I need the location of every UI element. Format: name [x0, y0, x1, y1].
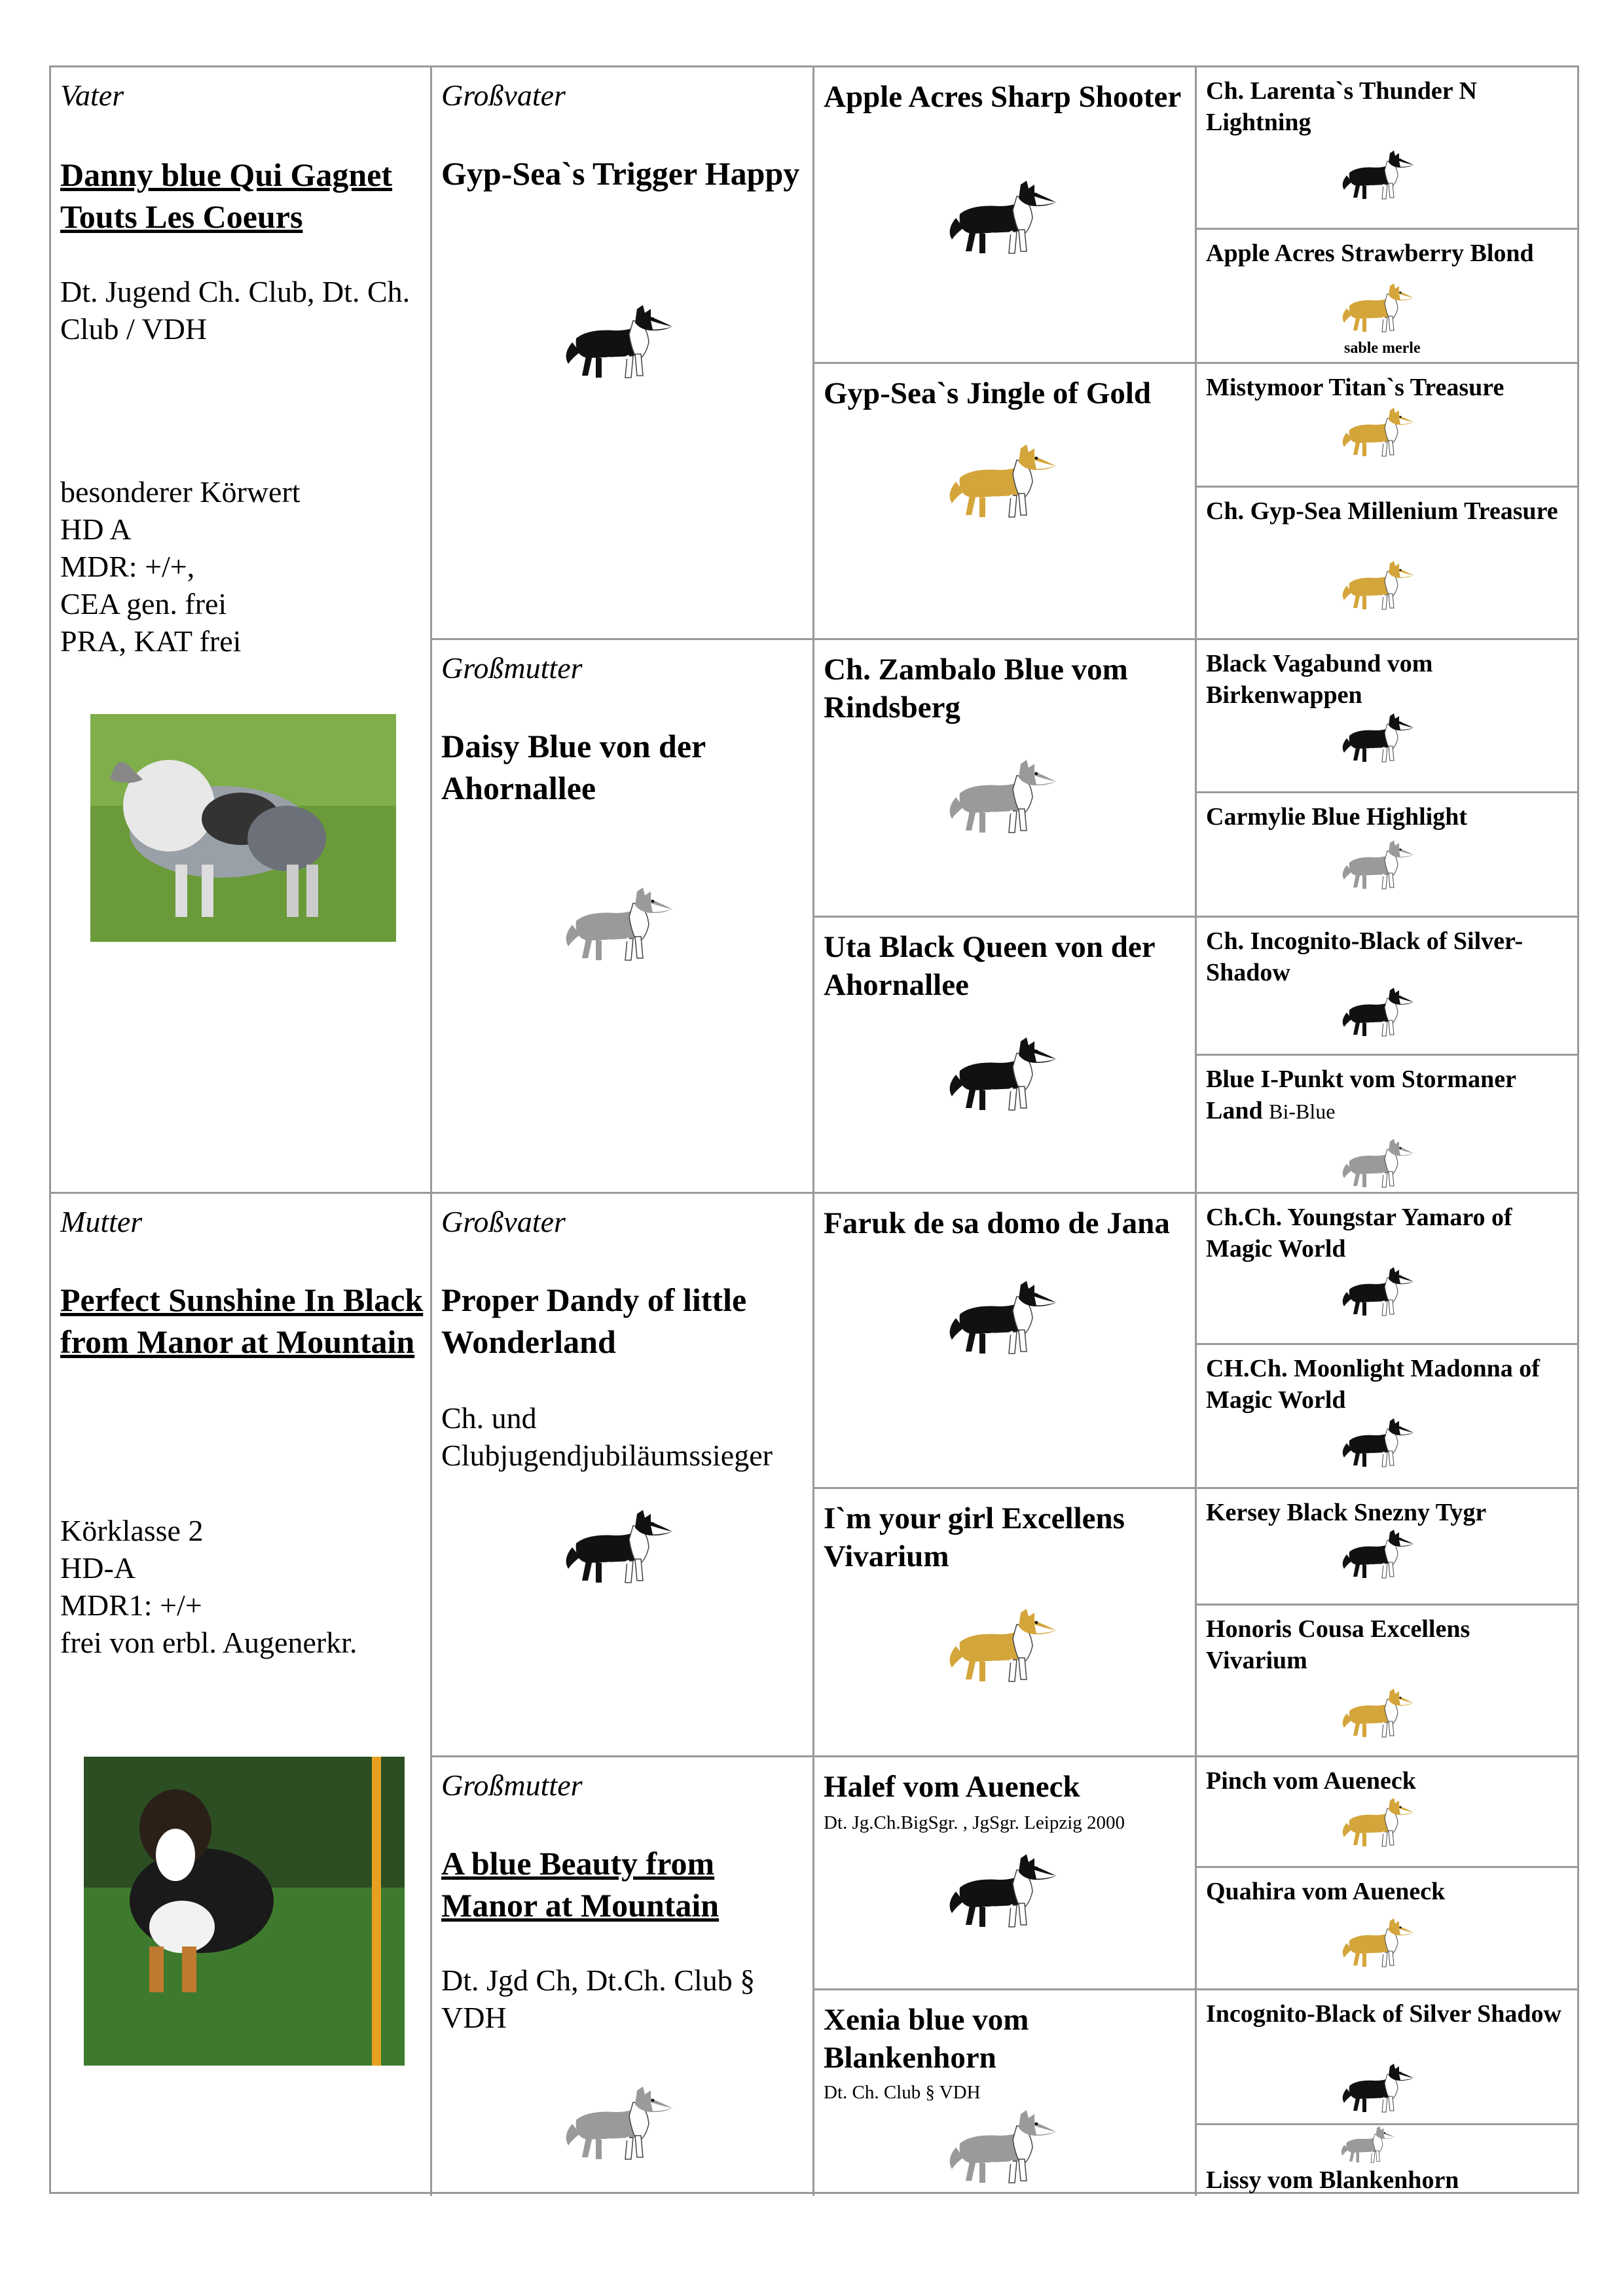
- sable-dog-icon: [1338, 1917, 1416, 1969]
- ggp-cell-10: [1197, 1345, 1579, 1489]
- grandsire2-title: Ch. und Clubjugendjubiläumssieger: [441, 1401, 773, 1472]
- sable-dog-icon: [942, 442, 1060, 521]
- ggp-name-8: Blue I-Punkt vom Stormaner Land Bi-Blue: [1206, 1066, 1516, 1124]
- gp-cell-2: [814, 364, 1197, 640]
- ggp-cell-14: [1197, 1868, 1579, 1990]
- grossvater-label: Großvater: [441, 1205, 566, 1238]
- ggp-name-9: Ch.Ch. Youngstar Yamaro of Magic World: [1206, 1204, 1512, 1263]
- granddam2-cell: [432, 1757, 814, 2196]
- gp-name-6: I`m your girl Excellens Vivarium: [824, 1501, 1125, 1573]
- gp-name-1: Apple Acres Sharp Shooter: [824, 80, 1182, 114]
- gp-cell-4: [814, 918, 1197, 1194]
- ggp-name-11: Kersey Black Snezny Tygr: [1206, 1499, 1487, 1526]
- tricolor-dog-icon: [558, 303, 676, 382]
- gp-name-3: Ch. Zambalo Blue vom Rindsberg: [824, 653, 1128, 725]
- blue-merle-dog-icon: [1338, 1138, 1416, 1190]
- gp-title-7: Dt. Jg.Ch.BigSgr. , JgSgr. Leipzig 2000: [824, 1812, 1125, 1833]
- blue-merle-dog-icon: [942, 758, 1060, 836]
- ggp-cell-6: [1197, 793, 1579, 918]
- sable-dog-icon: [1338, 406, 1416, 459]
- gp-cell-1: [814, 67, 1197, 364]
- gp-name-2: Gyp-Sea`s Jingle of Gold: [824, 376, 1152, 410]
- ggp-name-3: Mistymoor Titan`s Treasure: [1206, 374, 1504, 401]
- gp-name-5: Faruk de sa domo de Jana: [824, 1206, 1170, 1240]
- tricolor-dog-icon: [1338, 149, 1416, 202]
- bi-blue-tag: Bi-Blue: [1269, 1100, 1336, 1123]
- ggp-name-5: Black Vagabund vom Birkenwappen: [1206, 650, 1433, 709]
- grossmutter-label: Großmutter: [441, 651, 583, 685]
- ggp-cell-16: [1197, 2125, 1579, 2196]
- sire-photo: [90, 714, 396, 942]
- granddam-name: Daisy Blue von der Ahornallee: [441, 728, 706, 806]
- ggp-cell-7: [1197, 918, 1579, 1056]
- tricolor-dog-icon: [1338, 1528, 1416, 1581]
- granddam2-title: Dt. Jgd Ch, Dt.Ch. Club § VDH: [441, 1964, 756, 2034]
- tricolor-dog-icon: [942, 1852, 1060, 1931]
- grossmutter-label: Großmutter: [441, 1768, 583, 1802]
- sire-name: Danny blue Qui Gagnet Touts Les Coeurs: [60, 156, 393, 235]
- tricolor-dog-icon: [942, 1035, 1060, 1114]
- sable-dog-icon: [1338, 1687, 1416, 1740]
- ggp-name-16: Lissy vom Blankenhorn: [1206, 2166, 1459, 2194]
- ggp-name-13: Pinch vom Aueneck: [1206, 1767, 1416, 1795]
- tricolor-dog-icon: [1338, 712, 1416, 764]
- grossvater-label: Großvater: [441, 79, 566, 112]
- ggp-name-15: Incognito-Black of Silver Shadow: [1206, 2000, 1561, 2028]
- grandsire2-cell: [432, 1194, 814, 1757]
- ggp-name-10: CH.Ch. Moonlight Madonna of Magic World: [1206, 1355, 1540, 1414]
- ggp-cell-9: [1197, 1194, 1579, 1345]
- pedigree-table: [49, 65, 1579, 2194]
- tricolor-dog-icon: [1338, 1266, 1416, 1318]
- tricolor-dog-icon: [1338, 1417, 1416, 1469]
- sable-dog-icon: [1338, 282, 1416, 334]
- gp-name-8: Xenia blue vom Blankenhorn: [824, 2003, 1029, 2075]
- gp-title-8: Dt. Ch. Club § VDH: [824, 2082, 981, 2103]
- gp-name-7: Halef vom Aueneck: [824, 1770, 1080, 1804]
- gp-cell-6: [814, 1489, 1197, 1757]
- ggp-cell-8: [1197, 1056, 1579, 1194]
- ggp-cell-5: [1197, 640, 1579, 793]
- blue-merle-dog-icon: [1338, 2125, 1396, 2164]
- ggp-cell-15: [1197, 1990, 1579, 2125]
- vater-label: Vater: [60, 79, 124, 112]
- ggp-cell-2: [1197, 230, 1579, 364]
- tricolor-dog-icon: [942, 1279, 1060, 1357]
- ggp-cell-13: [1197, 1757, 1579, 1868]
- tricolor-dog-icon: [942, 179, 1060, 257]
- granddam-cell: [432, 640, 814, 1194]
- ggp-name-12: Honoris Cousa Excellens Vivarium: [1206, 1615, 1470, 1674]
- gp-cell-7: [814, 1757, 1197, 1990]
- gp-name-4: Uta Black Queen von der Ahornallee: [824, 930, 1155, 1002]
- gp-cell-5: [814, 1194, 1197, 1489]
- tricolor-dog-icon: [558, 1508, 676, 1587]
- dam-health: Körklasse 2 HD-A MDR1: +/+ frei von erbl. Augenerkr.: [60, 1514, 357, 1659]
- blue-merle-dog-icon: [1338, 839, 1416, 891]
- grandsire2-name: Proper Dandy of little Wonderland: [441, 1282, 747, 1360]
- blue-merle-dog-icon: [558, 2085, 676, 2163]
- ggp-name-4: Ch. Gyp-Sea Millenium Treasure: [1206, 497, 1558, 525]
- ggp-name-14: Quahira vom Aueneck: [1206, 1878, 1446, 1905]
- grandsire-name: Gyp-Sea`s Trigger Happy: [441, 155, 800, 192]
- ggp-cell-3: [1197, 364, 1579, 488]
- ggp-cell-12: [1197, 1605, 1579, 1757]
- ggp-name-2: Apple Acres Strawberry Blond: [1206, 240, 1534, 267]
- tricolor-dog-icon: [1338, 2062, 1416, 2115]
- granddam2-name: A blue Beauty from Manor at Mountain: [441, 1845, 720, 1924]
- tricolor-dog-icon: [1338, 986, 1416, 1039]
- ggp-name-1: Ch. Larenta`s Thunder N Lightning: [1206, 77, 1477, 136]
- dam-photo: [84, 1757, 405, 2066]
- ggp-name-7: Ch. Incognito-Black of Silver-Shadow: [1206, 927, 1523, 986]
- blue-merle-dog-icon: [558, 886, 676, 964]
- sire-cell: [51, 67, 432, 1194]
- grandsire-cell: [432, 67, 814, 640]
- sable-dog-icon: [942, 1607, 1060, 1685]
- ggp-cell-4: [1197, 488, 1579, 640]
- ggp-cell-11: [1197, 1489, 1579, 1605]
- sable-dog-icon: [1338, 560, 1416, 612]
- ggp-cell-1: [1197, 67, 1579, 230]
- gp-cell-8: [814, 1990, 1197, 2196]
- dam-name: Perfect Sunshine In Black from Manor at Mountain: [60, 1282, 424, 1360]
- sable-dog-icon: [1338, 1797, 1416, 1849]
- sire-title: Dt. Jugend Ch. Club, Dt. Ch. Club / VDH: [60, 275, 410, 346]
- blue-merle-dog-icon: [942, 2108, 1060, 2187]
- sire-health: besonderer Körwert HD A MDR: +/+, CEA gen. frei PRA, KAT frei: [60, 475, 301, 658]
- dam-cell: [51, 1194, 432, 2196]
- mutter-label: Mutter: [60, 1205, 143, 1238]
- sable-merle-tag: sable merle: [1344, 340, 1421, 357]
- ggp-name-6: Carmylie Blue Highlight: [1206, 803, 1467, 831]
- gp-cell-3: [814, 640, 1197, 918]
